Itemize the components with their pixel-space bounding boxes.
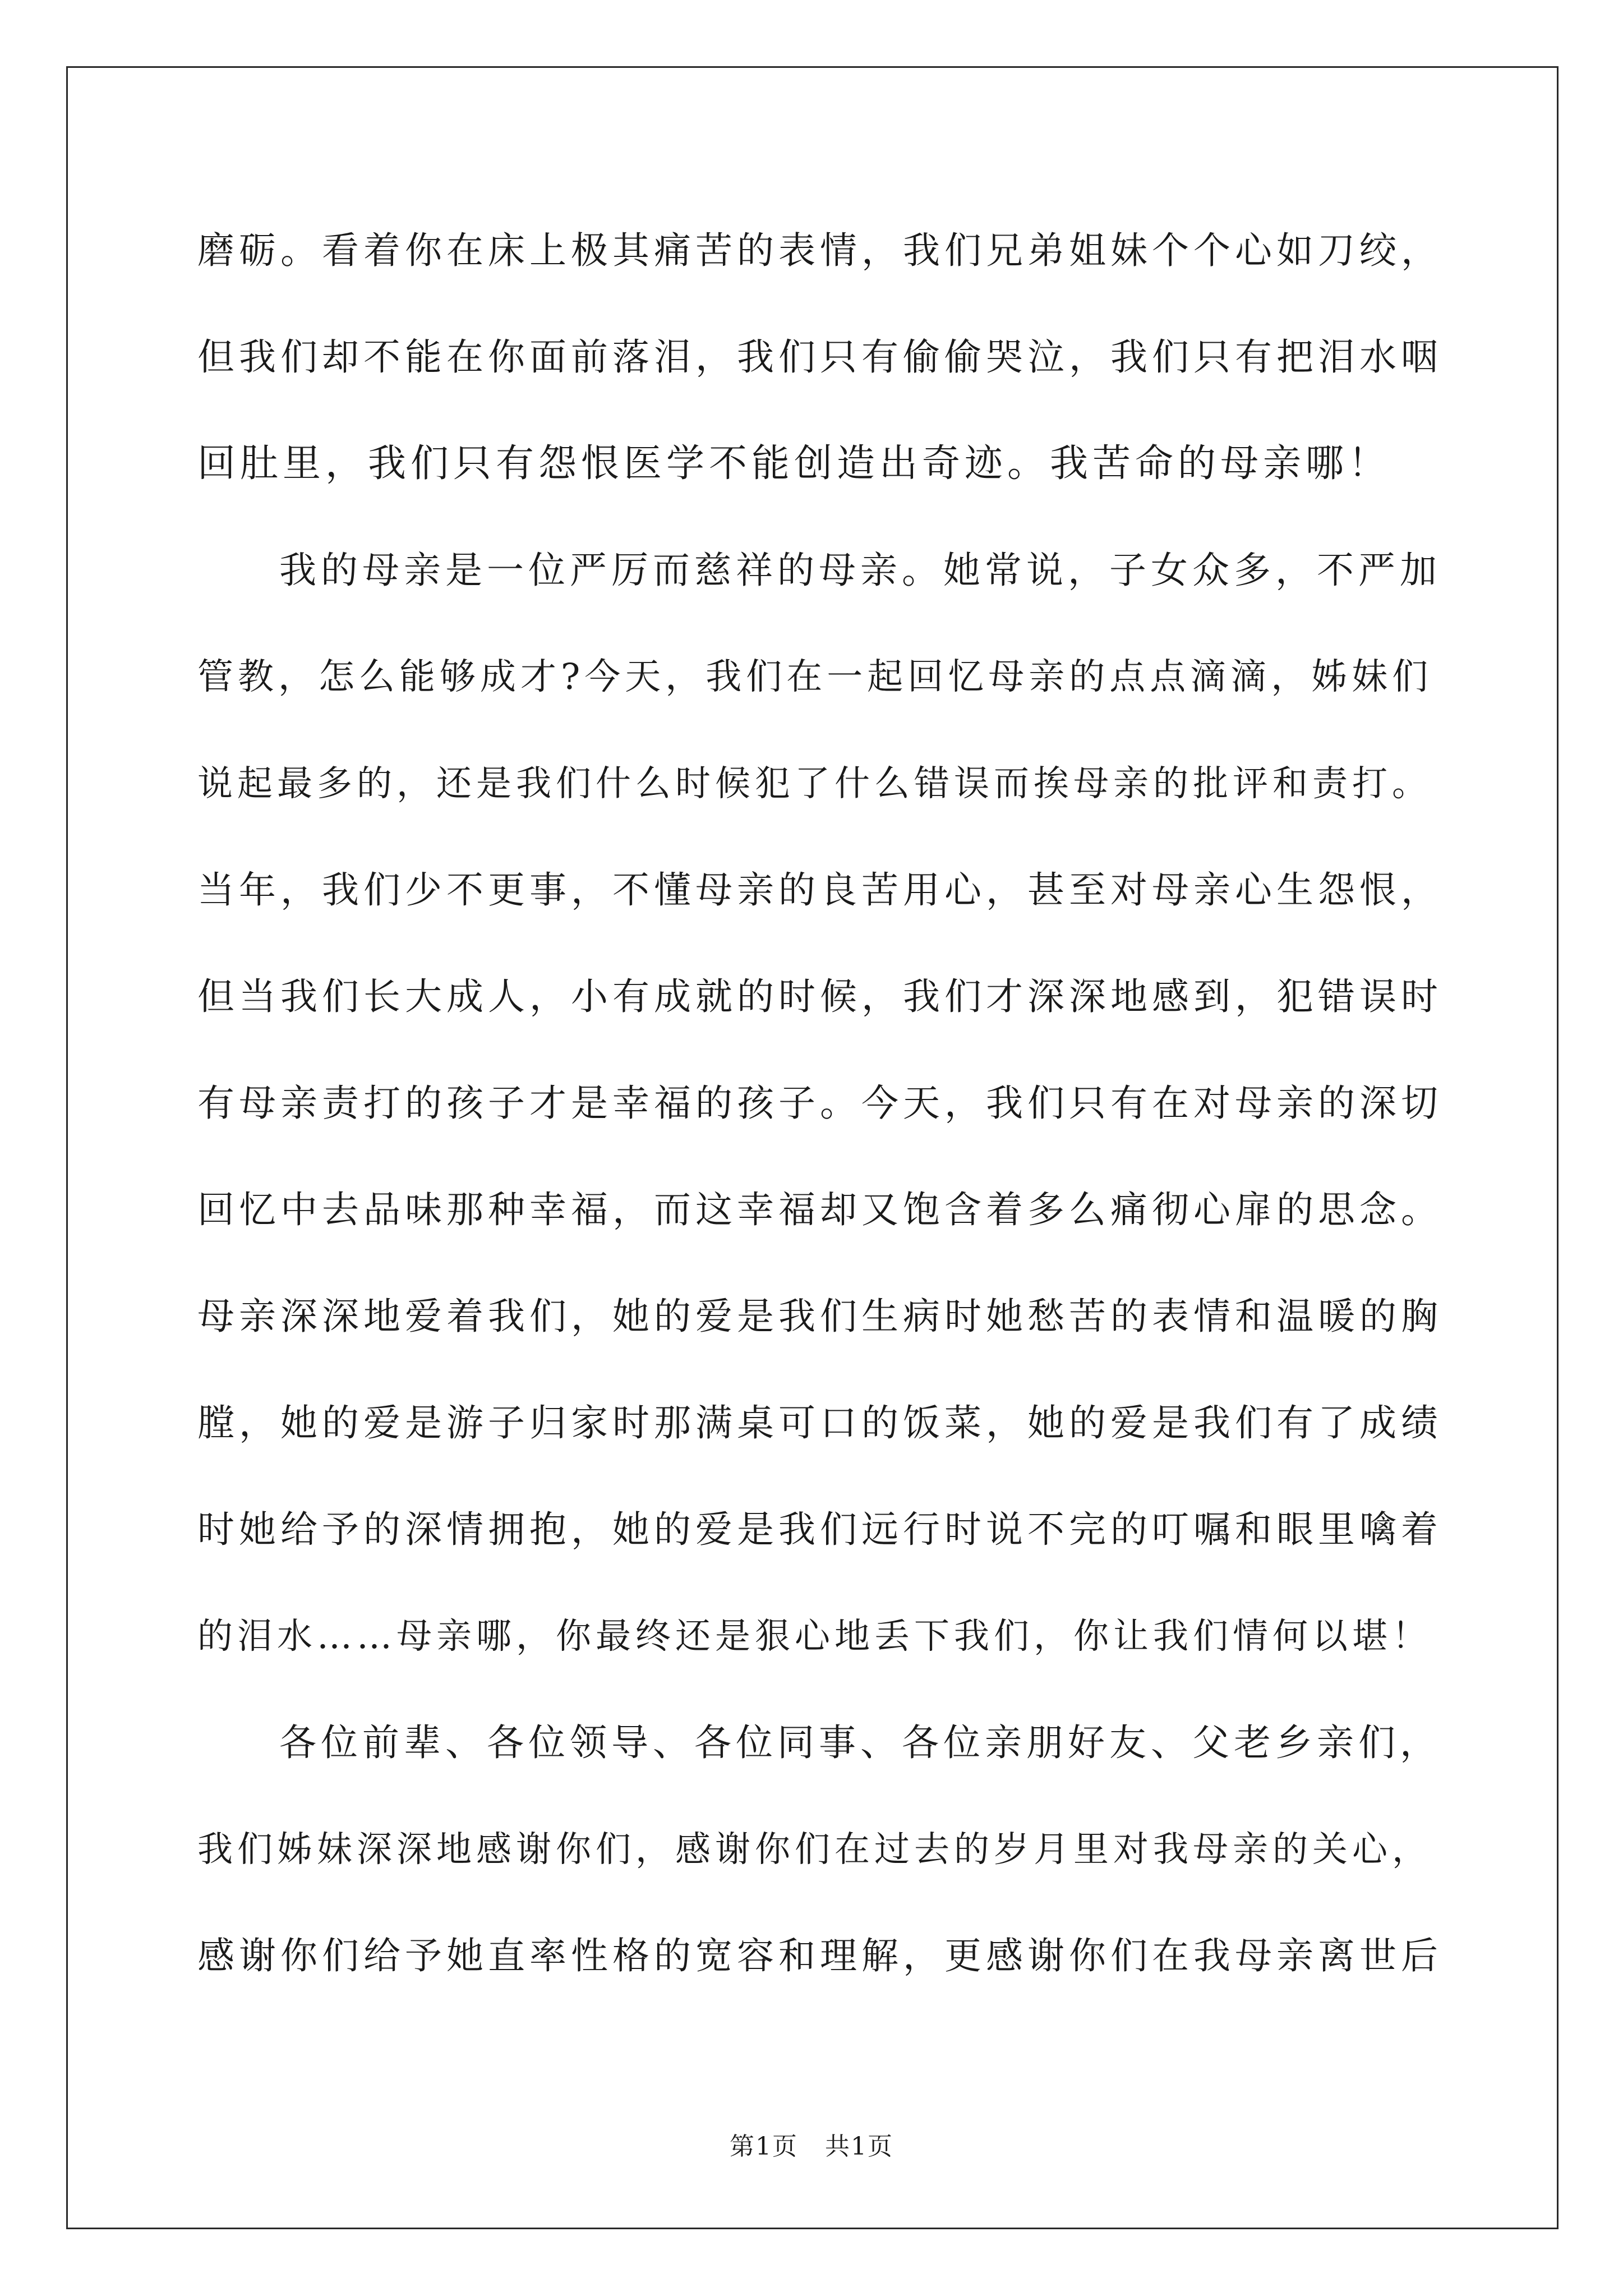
text-line: 膛，她的爱是游子归家时那满桌可口的饭菜，她的爱是我们有了成绩: [197, 1401, 1442, 1444]
text-line: 但当我们长大成人，小有成就的时候，我们才深深地感到，犯错误时: [197, 975, 1442, 1018]
document-body: [197, 209, 1448, 2021]
text-line: 回忆中去品味那种幸福，而这幸福却又饱含着多么痛彻心扉的思念。: [197, 1188, 1442, 1231]
text-line: 有母亲责打的孩子才是幸福的孩子。今天，我们只有在对母亲的深切: [197, 1082, 1442, 1125]
text-line: 时她给予的深情拥抱，她的爱是我们远行时说不完的叮嘱和眼里噙着: [197, 1508, 1442, 1551]
text-line: 说起最多的，还是我们什么时候犯了什么错误而挨母亲的批评和责打。: [197, 763, 1432, 804]
text-line: 的泪水……母亲哪，你最终还是狠心地丢下我们，你让我们情何以堪！: [197, 1616, 1432, 1657]
text-line: 当年，我们少不更事，不懂母亲的良苦用心，甚至对母亲心生怨恨，: [197, 868, 1442, 912]
text-line: 管教，怎么能够成才?今天，我们在一起回忆母亲的点点滴滴，姊妹们: [197, 656, 1433, 698]
text-line: 母亲深深地爱着我们，她的爱是我们生病时她愁苦的表情和温暖的胸: [197, 1295, 1442, 1338]
page-footer: [0, 2126, 1623, 2162]
text-line: 但我们却不能在你面前落泪，我们只有偷偷哭泣，我们只有把泪水咽: [197, 335, 1442, 379]
total-pages-label: 共1页: [824, 2132, 893, 2161]
text-line: 磨砺。看着你在床上极其痛苦的表情，我们兄弟姐妹个个心如刀绞，: [197, 229, 1442, 272]
text-line: 回肚里，我们只有怨恨医学不能创造出奇迹。我苦命的母亲哪！: [197, 441, 1391, 486]
text-line: 我们姊妹深深地感谢你们，感谢你们在过去的岁月里对我母亲的关心，: [197, 1829, 1432, 1870]
current-page-label: 第1页: [730, 2132, 799, 2161]
text-line: 各位前辈、各位领导、各位同事、各位亲朋好友、父老乡亲们，: [279, 1721, 1441, 1764]
text-line: 感谢你们给予她直率性格的宽容和理解，更感谢你们在我母亲离世后: [197, 1934, 1442, 1977]
text-line: 我的母亲是一位严厉而慈祥的母亲。她常说，子女众多，不严加: [279, 549, 1441, 592]
